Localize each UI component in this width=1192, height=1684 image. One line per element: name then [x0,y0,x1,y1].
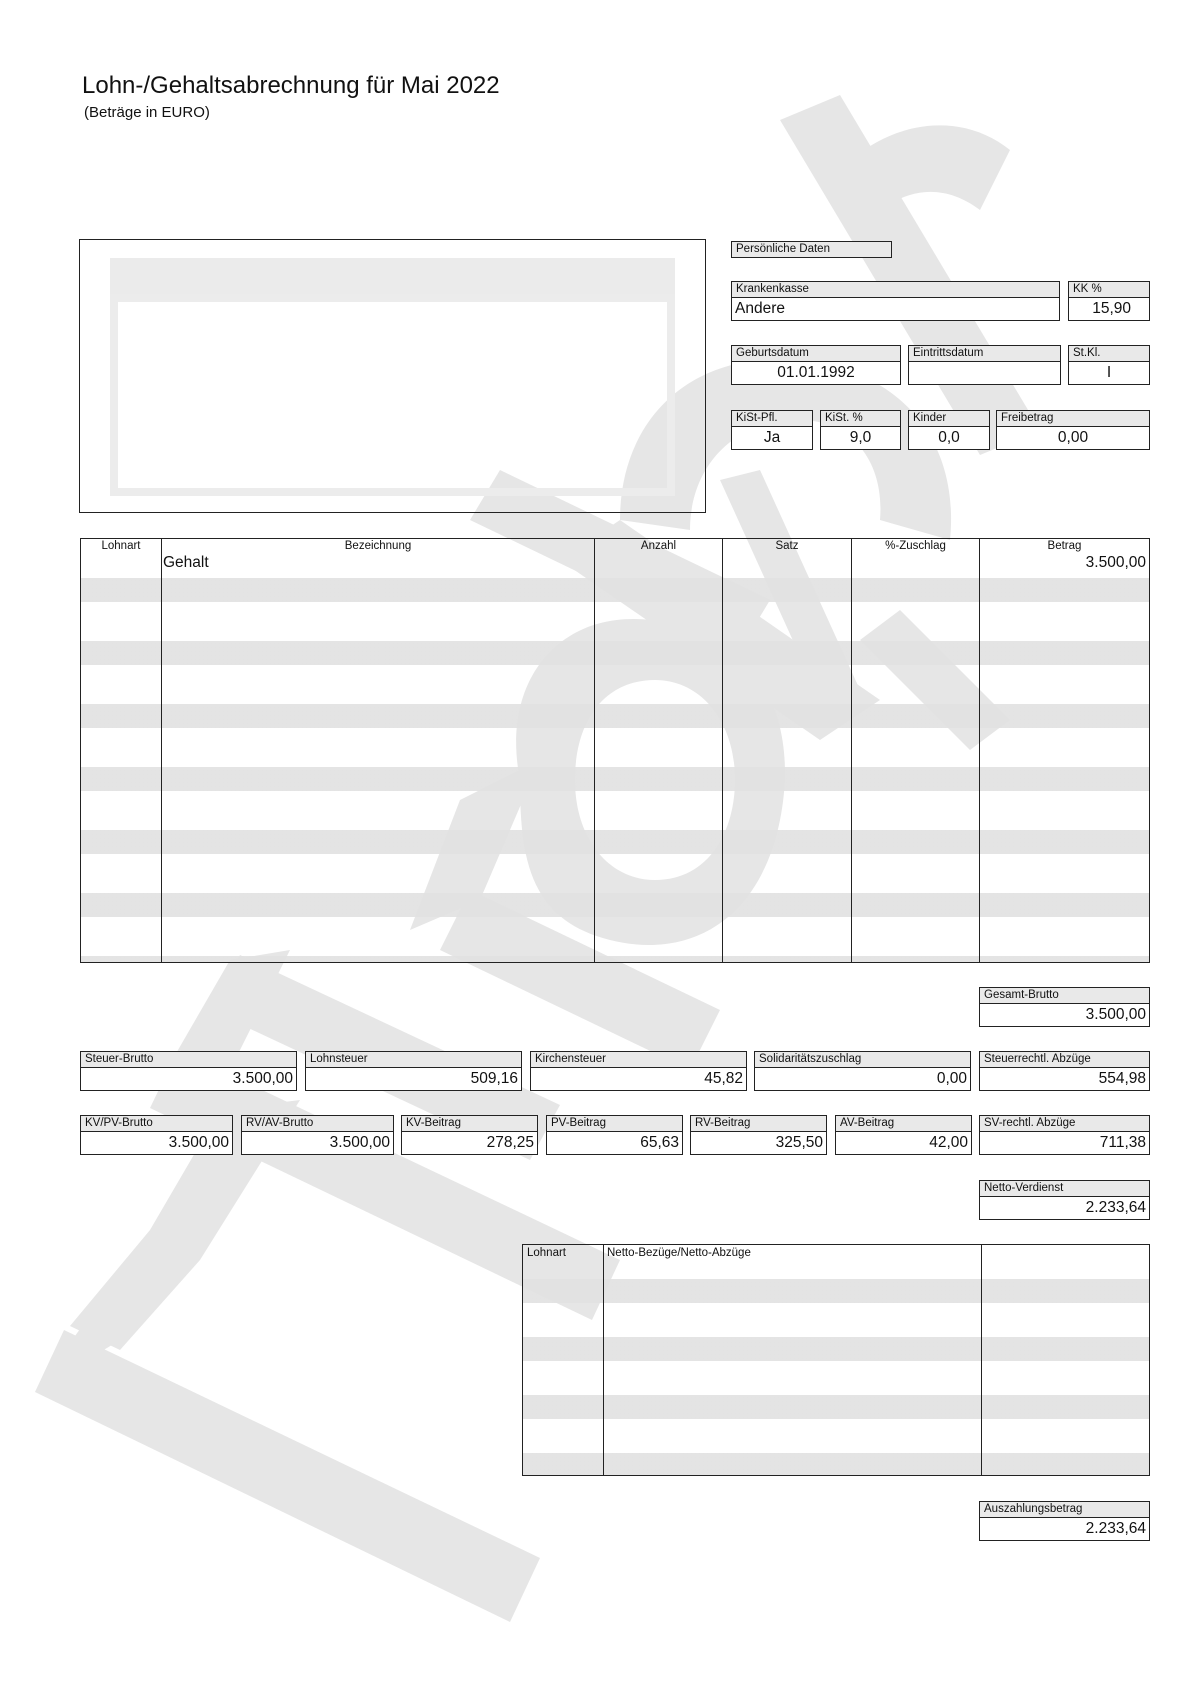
pv-beitrag-value: 65,63 [546,1132,683,1155]
kk-percent-label: KK % [1068,281,1150,298]
rvav-brutto-value: 3.500,00 [241,1132,394,1155]
stkl-value: I [1068,362,1150,385]
rv-beitrag-field [690,1115,827,1155]
page-title: Lohn-/Gehaltsabrechnung für Mai 2022 [82,72,500,99]
krankenkasse-value: Andere [731,298,1060,321]
av-beitrag-label: AV-Beitrag [835,1115,972,1132]
rvav-brutto-label: RV/AV-Brutto [241,1115,394,1132]
eintrittsdatum-field [908,345,1061,385]
kirchensteuer-field [530,1051,747,1091]
stkl-field [1068,345,1150,385]
lohnsteuer-field [305,1051,522,1091]
kvpv-brutto-field [80,1115,233,1155]
av-beitrag-field [835,1115,972,1155]
soli-value: 0,00 [754,1068,971,1091]
geburtsdatum-field [731,345,901,385]
col-header-betrag: Betrag [1047,540,1082,552]
netto-verdienst-value: 2.233,64 [979,1197,1150,1220]
net-table-header [523,1245,1149,1261]
address-line-top [110,258,675,302]
freibetrag-field [996,410,1150,450]
stkl-label: St.Kl. [1068,345,1150,362]
kv-beitrag-field [401,1115,538,1155]
net-items-table [522,1244,1150,1476]
krankenkasse-field [731,281,1060,321]
col-header-anzahl: Anzahl [640,540,677,552]
kvpv-brutto-value: 3.500,00 [80,1132,233,1155]
krankenkasse-label: Krankenkasse [731,281,1060,298]
pv-beitrag-field [546,1115,683,1155]
kist-percent-label: KiSt. % [820,410,901,427]
sv-abzuege-label: SV-rechtl. Abzüge [979,1115,1150,1132]
col-header-zuschlag: %-Zuschlag [885,540,946,552]
kk-percent-value: 15,90 [1068,298,1150,321]
column-divider [851,539,852,962]
earnings-table-header [81,539,1149,553]
kirchensteuer-label: Kirchensteuer [530,1051,747,1068]
netto-verdienst-field [979,1180,1150,1220]
earnings-table [80,538,1150,963]
netto-verdienst-label: Netto-Verdienst [979,1180,1150,1197]
soli-label: Solidaritätszuschlag [754,1051,971,1068]
freibetrag-value: 0,00 [996,427,1150,450]
geburtsdatum-value: 01.01.1992 [731,362,901,385]
rv-beitrag-label: RV-Beitrag [690,1115,827,1132]
lohnsteuer-value: 509,16 [305,1068,522,1091]
gesamt-brutto-label: Gesamt-Brutto [979,987,1150,1004]
address-window [79,239,706,513]
col-header-bezeichnung: Bezeichnung [344,540,412,552]
kist-percent-value: 9,0 [820,427,901,450]
row-betrag: 3.500,00 [1085,554,1146,571]
steuer-brutto-label: Steuer-Brutto [80,1051,297,1068]
av-beitrag-value: 42,00 [835,1132,972,1155]
col-header-satz: Satz [775,540,799,552]
steuer-abzuege-field [979,1051,1150,1091]
column-divider [603,1245,604,1475]
page-subtitle: (Beträge in EURO) [84,104,210,121]
net-col-header-bezeichnung: Netto-Bezüge/Netto-Abzüge [607,1247,751,1259]
auszahlungsbetrag-value: 2.233,64 [979,1518,1150,1541]
steuer-brutto-field [80,1051,297,1091]
gesamt-brutto-value: 3.500,00 [979,1004,1150,1027]
row-bezeichnung: Gehalt [163,554,209,571]
rv-beitrag-value: 325,50 [690,1132,827,1155]
kk-percent-field [1068,281,1150,321]
sv-abzuege-value: 711,38 [979,1132,1150,1155]
auszahlungsbetrag-field [979,1501,1150,1541]
geburtsdatum-label: Geburtsdatum [731,345,901,362]
kist-pfl-value: Ja [731,427,813,450]
column-divider [722,539,723,962]
kist-percent-field [820,410,901,450]
kinder-field [908,410,990,450]
steuer-brutto-value: 3.500,00 [80,1068,297,1091]
kist-pfl-field [731,410,813,450]
steuer-abzuege-value: 554,98 [979,1068,1150,1091]
auszahlungsbetrag-label: Auszahlungsbetrag [979,1501,1150,1518]
soli-field [754,1051,971,1091]
kvpv-brutto-label: KV/PV-Brutto [80,1115,233,1132]
eintrittsdatum-label: Eintrittsdatum [908,345,1061,362]
sv-abzuege-field [979,1115,1150,1155]
kinder-value: 0,0 [908,427,990,450]
address-field [110,302,675,496]
lohnsteuer-label: Lohnsteuer [305,1051,522,1068]
column-divider [594,539,595,962]
kv-beitrag-label: KV-Beitrag [401,1115,538,1132]
col-header-lohnart: Lohnart [101,540,141,552]
steuer-abzuege-label: Steuerrechtl. Abzüge [979,1051,1150,1068]
rvav-brutto-field [241,1115,394,1155]
net-col-header-lohnart: Lohnart [527,1247,567,1259]
column-divider [981,1245,982,1475]
pv-beitrag-label: PV-Beitrag [546,1115,683,1132]
kist-pfl-label: KiSt-Pfl. [731,410,813,427]
column-divider [979,539,980,962]
eintrittsdatum-value [908,362,1061,385]
kirchensteuer-value: 45,82 [530,1068,747,1091]
column-divider [161,539,162,962]
kinder-label: Kinder [908,410,990,427]
freibetrag-label: Freibetrag [996,410,1150,427]
gesamt-brutto-field [979,987,1150,1027]
personal-data-heading: Persönliche Daten [731,241,892,258]
kv-beitrag-value: 278,25 [401,1132,538,1155]
